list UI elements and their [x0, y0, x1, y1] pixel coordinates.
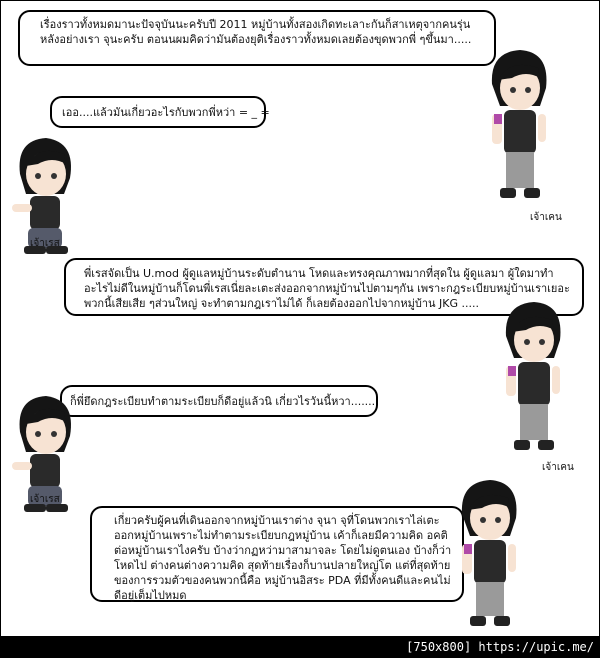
bubble-5-text: เกี่ยวครับผู้คนที่เดินออกจากหมู่บ้านเราต่าง จุนา จุที่โดนพวกเราไล่เตะออกหมู่บ้านเพราะไม่ทำตามระเบียบกฎหมู่บ้าน เค้าก็เลยมีความคิด อคติ ต่อหมู่บ้านเราไงครับ บ้างว่ากฏหว่ามาสามาจละ โดยไม่ดูตนเอง บ้างก็ว่าโหดไป ต่างคนต่างความคิด สุดท้ายเรื่องก็บานปลายใหญ่โต แต่ที่สุดท้ายของการรวมตัวของคนพวกนี้คือ หมู่บ้านอิสระ PDA ที่มีทั้งคนดีและคนไม่ดีอยู่เต็มไปหมด [114, 514, 452, 602]
speech-bubble-2 [50, 96, 270, 128]
speaker-label-res-1: เจ้าเรส [30, 238, 60, 249]
speaker-label-ken-1: เจ้าเคน [530, 212, 562, 223]
bubble-3-text: พี่เรสจัดเป็น U.mod ผู้ดูแลหมู่บ้านระดับตำนาน โหดและทรงคุณภาพมากที่สุดใน ผู้ดูแลมา ผู้ใดมาทำอะไรไม่ดีในหมู่บ้านก็โดนพี่เรสเนี่ยละเตะส่งออกจากหมู่บ้านไปตามๆกัน เพราะกฎระเบียบหมู่บ้านเราเยอะ พวกนี้เสียเสีย ๆส่วนใหญ่ จะทำตามกฎเราไม่ได้ ก็เลยต้องออกไปจากหมู่บ้าน JKG ..... [84, 267, 570, 310]
character-ken-illustration-1 [480, 44, 560, 204]
speech-bubble-5 [90, 506, 464, 602]
bubble-1-text: เรื่องราวทั้งหมดมานะปัจจุบันนะครับปี 2011 หมู่บ้านทั้งสองเกิดทะเลาะกันก็สาเหตุจากคนรุ่นหลังอย่างเรา จุนะครับ ตอนนผมคิดว่ามันต้องยุติเรื่องราวทั้งหมดเลยต้องขุดพวกพี่ ๆขึ้นมา..... [40, 18, 472, 46]
speaker-label-res-2: เจ้าเรส [30, 494, 60, 505]
image-host-footer [0, 636, 600, 658]
speech-bubble-4 [60, 385, 378, 417]
bubble-2-text: เออ....แล้วมันเกี่ยวอะไรกับพวกพี่หว่า = _ = [62, 106, 270, 119]
character-ken-illustration-3 [450, 474, 530, 634]
footer-text: [750x800] https://upic.me/ [406, 640, 594, 654]
speaker-label-ken-2: เจ้าเคน [542, 462, 574, 473]
speech-bubble-1 [18, 10, 496, 66]
character-ken-illustration-2 [494, 296, 574, 456]
bubble-4-text: ก็พี่ยึดกฎระเบียบทำตามระเบียบก็ดีอยู่แล้วนิ เกี่ยวไรวันนี้หวา....... [70, 395, 376, 408]
